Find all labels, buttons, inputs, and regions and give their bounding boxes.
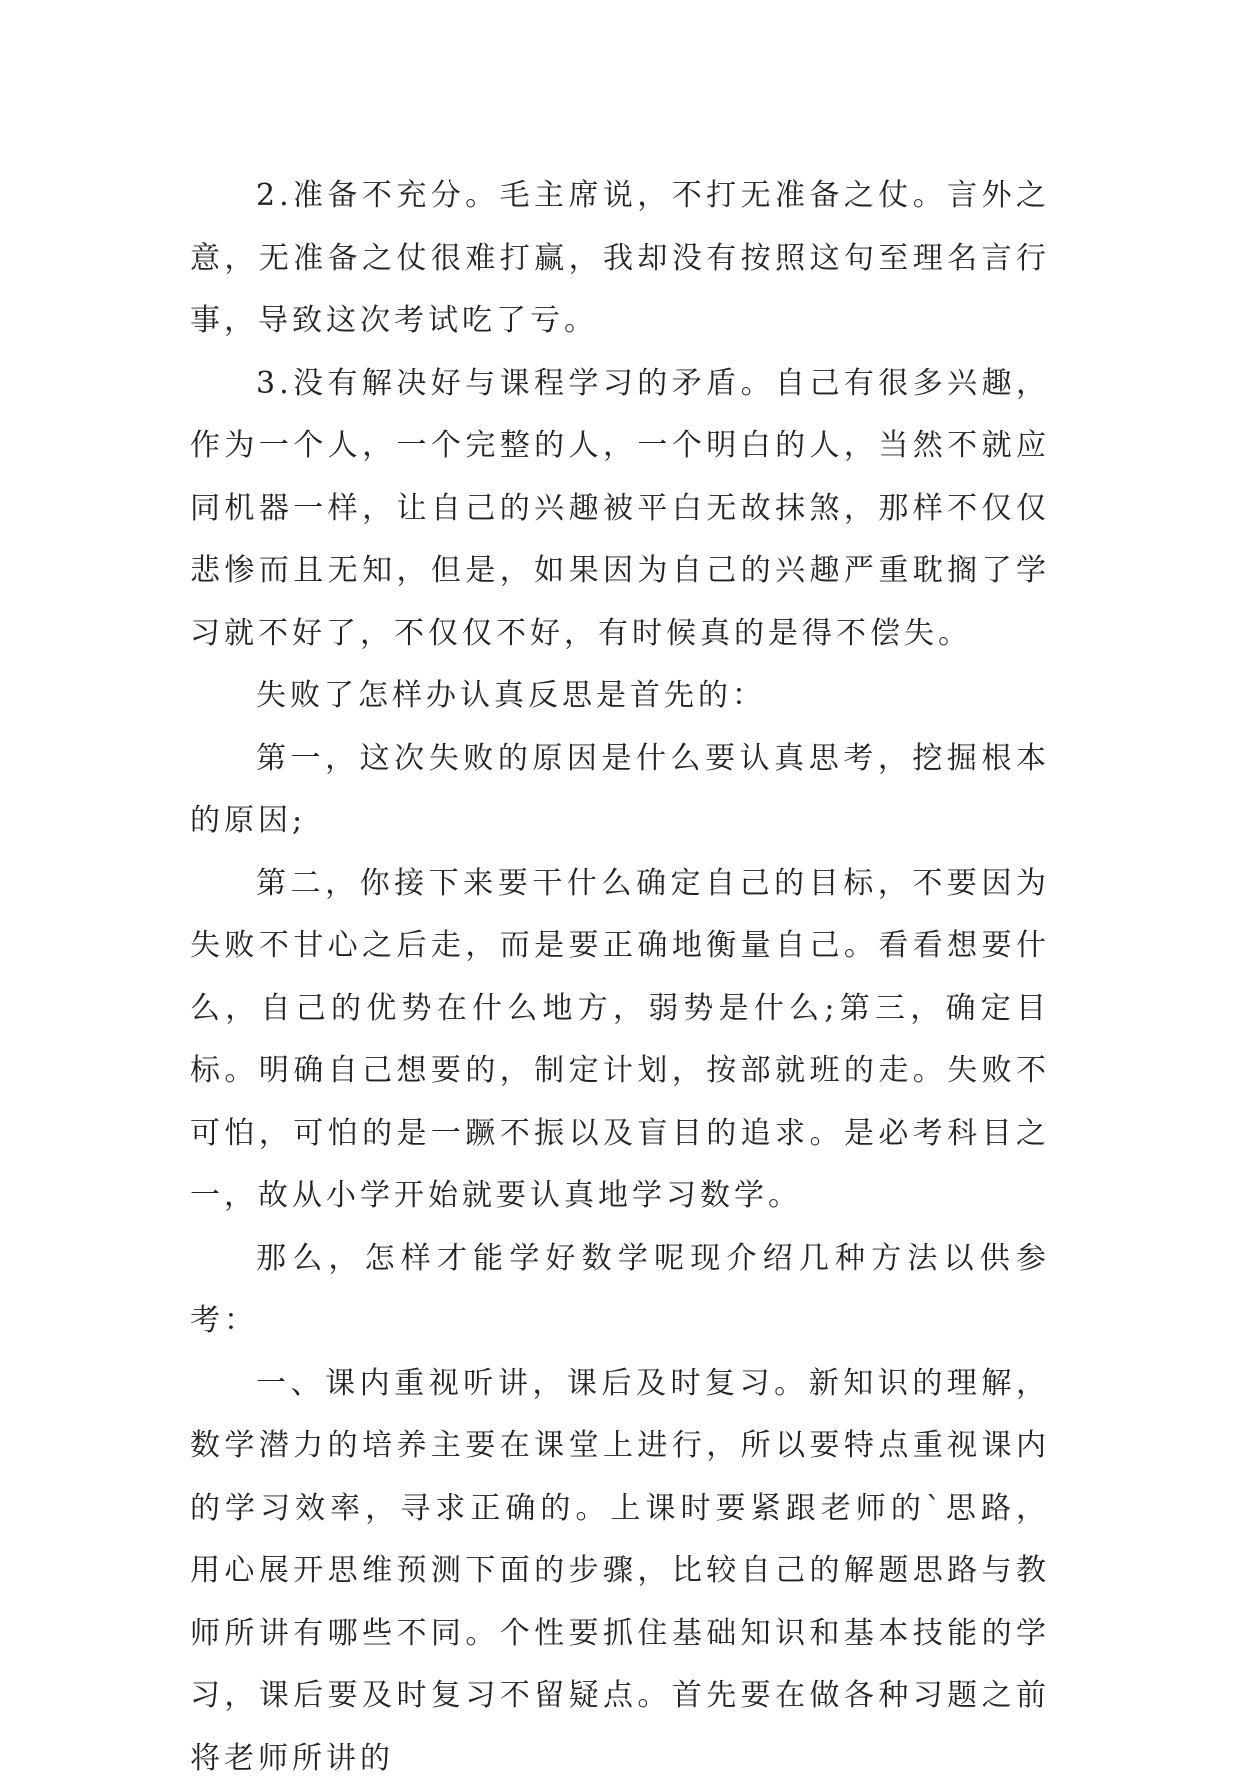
paragraph-reflection-intro: 失败了怎样办认真反思是首先的：	[190, 665, 1050, 728]
document-body	[190, 165, 1050, 1790]
paragraph-second: 第二，你接下来要干什么确定自己的目标，不要因为失败不甘心之后走，而是要正确地衡量自己。看看想要什么，自己的优势在什么地方，弱势是什么;第三，确定目标。明确自己想要的，制定计划，按部就班的走。失败不可怕，可怕的是一蹶不振以及盲目的追求。是必考科目之一，故从小学开始就要认真地学习数学。	[190, 853, 1050, 1228]
paragraph-methods-intro: 那么，怎样才能学好数学呢现介绍几种方法以供参考：	[190, 1228, 1050, 1353]
paragraph-method-one: 一、课内重视听讲，课后及时复习。新知识的理解，数学潜力的培养主要在课堂上进行，所以要特点重视课内的学习效率，寻求正确的。上课时要紧跟老师的`思路，用心展开思维预测下面的步骤，比较自己的解题思路与教师所讲有哪些不同。个性要抓住基础知识和基本技能的学习，课后要及时复习不留疑点。首先要在做各种习题之前将老师所讲的	[190, 1353, 1050, 1790]
paragraph-first: 第一，这次失败的原因是什么要认真思考，挖掘根本的原因;	[190, 728, 1050, 853]
paragraph-2-preparation: 2.准备不充分。毛主席说，不打无准备之仗。言外之意，无准备之仗很难打赢，我却没有按照这句至理名言行事，导致这次考试吃了亏。	[190, 165, 1050, 353]
paragraph-3-conflict: 3.没有解决好与课程学习的矛盾。自己有很多兴趣，作为一个人，一个完整的人，一个明白的人，当然不就应同机器一样，让自己的兴趣被平白无故抹煞，那样不仅仅悲惨而且无知，但是，如果因为自己的兴趣严重耽搁了学习就不好了，不仅仅不好，有时候真的是得不偿失。	[190, 353, 1050, 666]
